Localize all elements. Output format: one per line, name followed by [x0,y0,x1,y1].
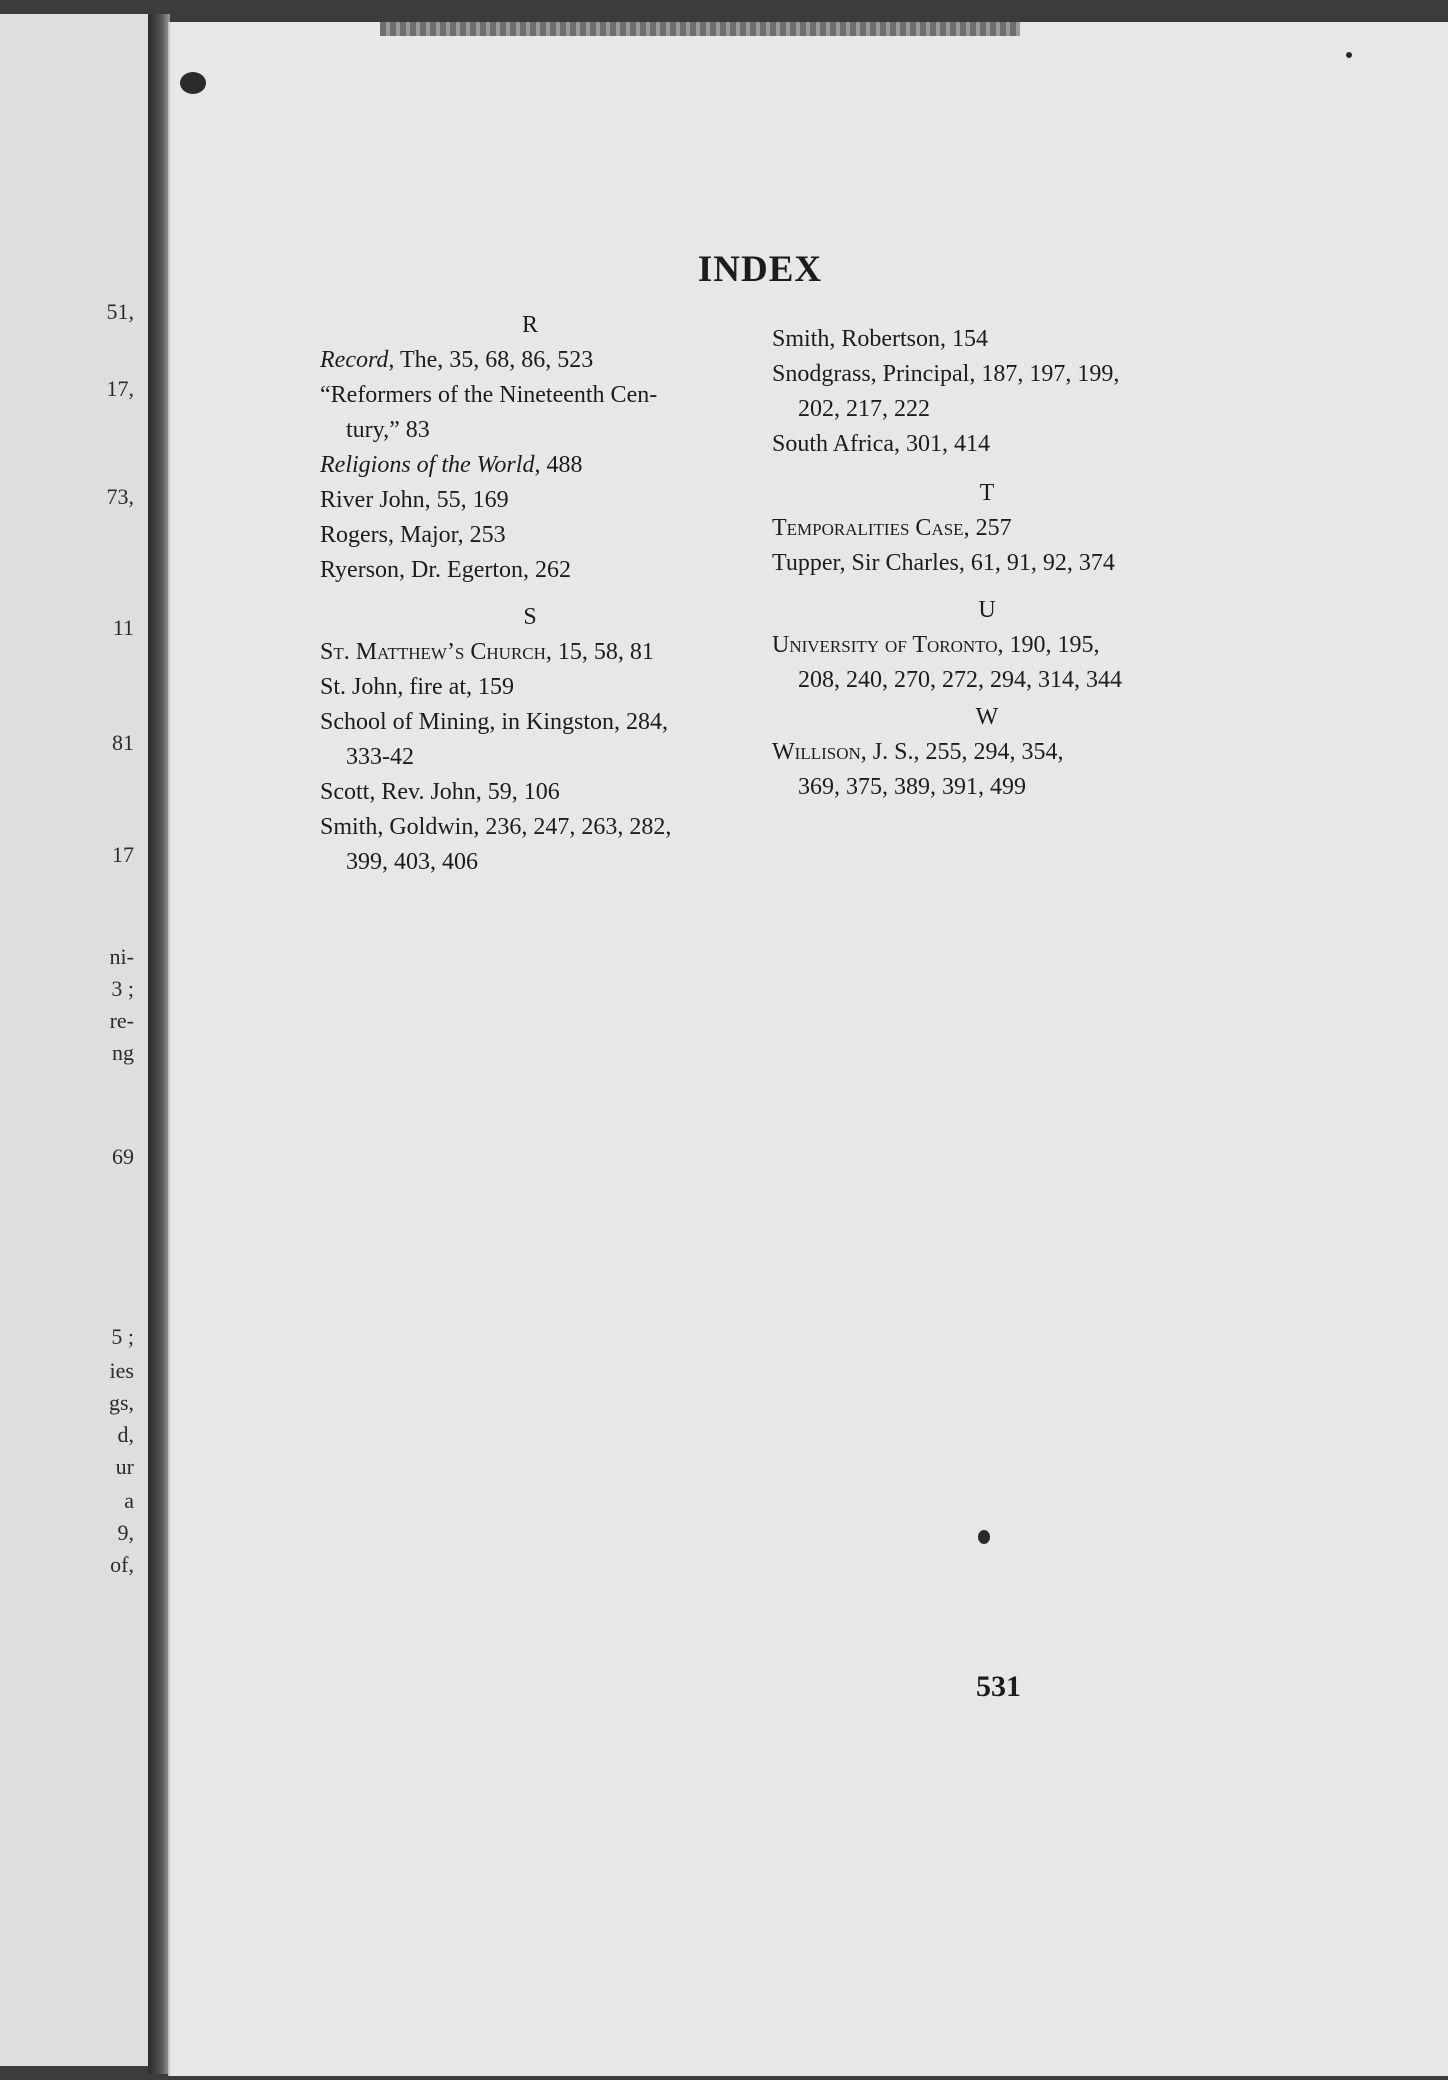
index-entry: St. John, fire at, 159 [320,674,514,700]
index-entry [772,735,1202,770]
ink-speck [978,1530,990,1544]
entry-pages: , J. S., 255, 294, 354, [860,739,1064,765]
entry-pages: , The, 35, 68, 86, 523 [388,347,594,373]
index-entry: Smith, Goldwin, 236, 247, 263, 282, [320,814,672,840]
index-column-left [320,308,740,880]
facing-page [0,14,151,2066]
ink-speck [1346,52,1352,58]
facing-page-text: re- [109,1008,134,1033]
index-entry [320,448,740,483]
index-entry: Tupper, Sir Charles, 61, 91, 92, 374 [772,550,1115,576]
facing-page-text: 17 [112,842,134,867]
facing-page-text: ies [109,1358,134,1383]
facing-page-text: 17, [106,376,134,401]
index-entry: “Reformers of the Nineteenth Cen- [320,382,658,408]
section-letter-u: U [978,597,996,623]
facing-page-text: 69 [112,1144,134,1169]
entry-heading: St. Matthew’s Church [320,639,546,665]
entry-title: Religions of the World [320,452,535,478]
facing-page-text: d, [117,1422,134,1447]
index-entry-continuation: 208, 240, 270, 272, 294, 314, 344 [798,667,1122,693]
entry-heading: University of Toronto [772,632,998,658]
facing-page-text: of, [110,1552,134,1577]
facing-page-text: 11 [112,615,134,640]
index-entry: Scott, Rev. John, 59, 106 [320,779,560,805]
index-entry [320,635,740,670]
facing-page-text: a [124,1488,134,1513]
ink-blot [180,72,206,94]
entry-pages: , 257 [963,515,1012,541]
index-entry: Ryerson, Dr. Egerton, 262 [320,557,572,583]
section-letter-s: S [523,604,537,630]
facing-page-text: gs, [108,1390,134,1415]
index-entry-continuation: 202, 217, 222 [798,396,930,422]
facing-page-text: 81 [112,730,134,755]
entry-pages: , 15, 58, 81 [545,639,654,665]
index-entry: Snodgrass, Principal, 187, 197, 199, [772,361,1120,387]
index-entry [772,628,1202,663]
index-column-right [772,322,1202,805]
index-entry [320,343,740,378]
index-entry: River John, 55, 169 [320,487,509,513]
index-entry-continuation: 369, 375, 389, 391, 499 [798,774,1026,800]
facing-page-text: ur [115,1454,134,1479]
index-entry-continuation: 399, 403, 406 [346,849,478,875]
facing-page-text: 51, [106,299,134,324]
entry-pages: , 190, 195, [997,632,1100,658]
section-letter-w: W [975,704,999,730]
index-entry: Smith, Robertson, 154 [772,326,989,352]
facing-page-text: ng [112,1040,134,1065]
index-entry: School of Mining, in Kingston, 284, [320,709,669,735]
facing-page-text: 5 ; [111,1324,134,1349]
entry-heading: Willison [772,739,861,765]
facing-page-text: 3 ; [111,976,134,1001]
facing-page-text: ni- [109,944,134,969]
index-entry-continuation: 333-42 [346,744,414,770]
section-letter-t: T [979,480,995,506]
page-title: INDEX [697,249,823,290]
facing-page-text: 9, [117,1520,134,1545]
section-letter-r: R [521,312,538,338]
facing-page-text: 73, [106,484,134,509]
index-entry-continuation: tury,” 83 [346,417,430,443]
index-entry: Rogers, Major, 253 [320,522,506,548]
entry-pages: , 488 [534,452,583,478]
index-entry [772,511,1202,546]
page-number: 531 [976,1670,1021,1703]
entry-title: Record [320,347,389,373]
index-entry: South Africa, 301, 414 [772,431,990,457]
book-gutter [148,14,170,2074]
entry-heading: Temporalities Case [772,515,964,541]
page-top-edge [380,22,1020,36]
